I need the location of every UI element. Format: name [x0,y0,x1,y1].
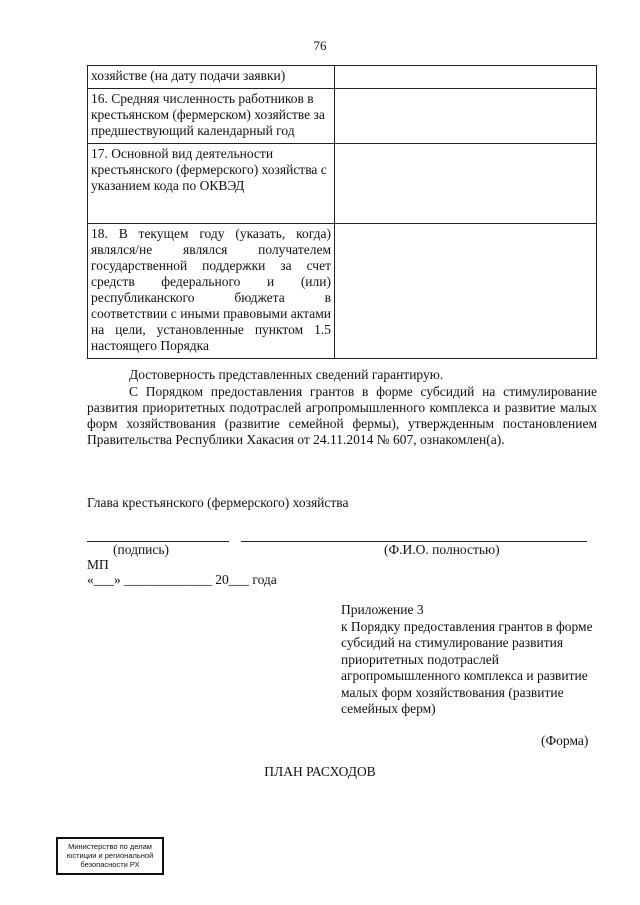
seal-mark: МП [87,557,109,572]
row-label: 17. Основной вид деятельности крестьянского (фермерского) хозяйства с указанием кода по ОКВЭД [88,144,335,224]
name-caption: (Ф.И.О. полностью) [384,542,500,557]
head-label: Глава крестьянского (фермерского) хозяйства [87,495,349,510]
appendix-title: Приложение 3 [341,602,424,617]
signature-caption: (подпись) [113,542,170,557]
stamp-line: Министерство по делам [68,842,152,851]
row-label: хозяйстве (на дату подачи заявки) [88,66,335,89]
row-value [335,144,597,224]
appendix-text: к Порядку предоставления грантов в форме субсидий на стимулирование развития приоритетных подотраслей агропромышленного комплекса и развитие малых форм хозяйствования (развитие семейных ферм) [341,618,593,716]
stamp-line: безопасности РХ [80,860,140,869]
stamp-line: юстиции и региональной [66,851,154,860]
row-label: 18. В текущем году (указать, когда) являлся/не являлся получателем государственной поддержки за счет средств федерального и (или) республиканского бюджета в соответствии с иными правовыми актами на цели, установленные пунктом 1.5 настоящего Порядка [88,224,335,359]
page-number: 76 [313,38,327,53]
row-label: 16. Средняя численность работников в крестьянском (фермерском) хозяйстве за предшествующий календарный год [88,89,335,144]
row-value [335,89,597,144]
table-row [88,144,597,224]
application-table [87,65,597,359]
row-value [335,66,597,89]
guarantee-statement: Достоверность представленных сведений гарантирую. [129,367,444,382]
table-row [88,224,597,359]
appendix-block [341,602,597,718]
registration-stamp [56,837,164,875]
form-label: (Форма) [541,733,589,748]
date-line: «___» _____________ 20___ года [87,572,277,587]
familiarization-statement: С Порядком предоставления грантов в форме субсидий на стимулирование развития приоритетных подотраслей агропромышленного комплекса и развитие малых форм хозяйствования (развитие семейной фермы), утвержденным постановлением Правительства Республики Хакасия от 24.11.2014 № 607, ознакомлен(а). [87,384,597,447]
row-value [335,224,597,359]
document-title: ПЛАН РАСХОДОВ [264,764,376,779]
table-row [88,66,597,89]
table-row [88,89,597,144]
